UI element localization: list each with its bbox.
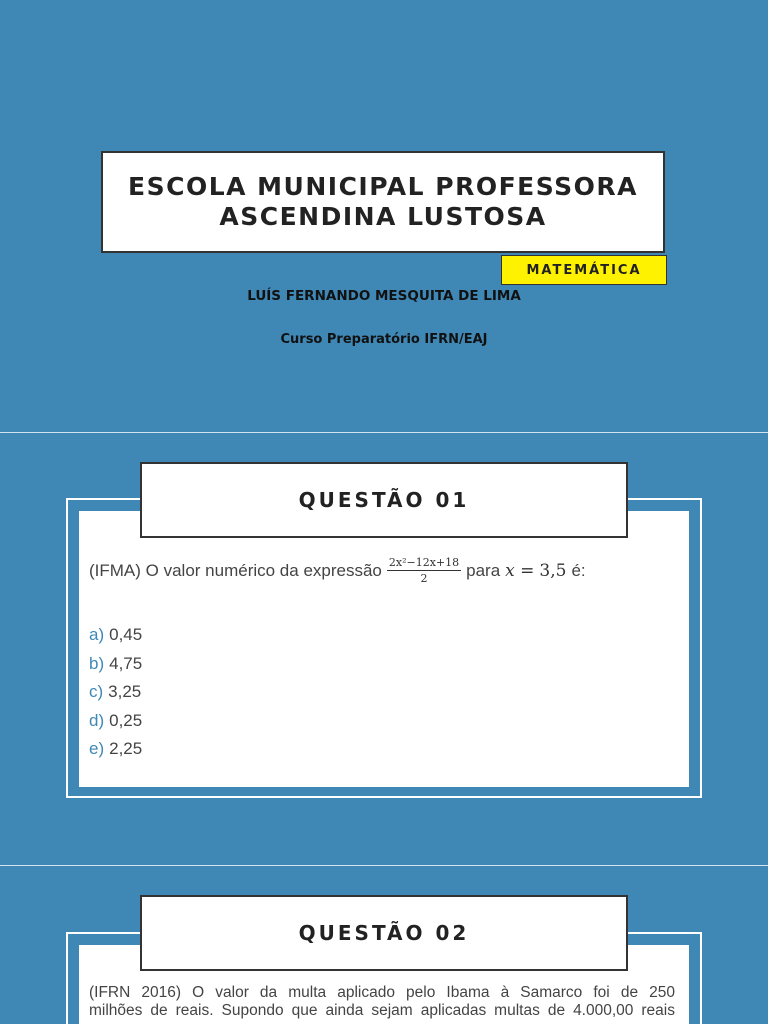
statement-line: (IFRN 2016) O valor da multa aplicado pelo Ibama à Samarco foi de 250 xyxy=(89,984,675,1001)
variable-x: x = xyxy=(505,560,535,581)
course-name: Curso Preparatório IFRN/EAJ xyxy=(280,332,488,347)
option-letter: d) xyxy=(89,710,105,730)
option-text: 3,25 xyxy=(108,682,142,702)
question-02-slide xyxy=(0,866,768,1024)
question-card xyxy=(79,511,689,787)
subject-badge: MATEMÁTICA xyxy=(501,255,667,285)
question-01-slide xyxy=(0,433,768,865)
fraction-numerator: 2x²−12x+18 xyxy=(388,556,460,569)
option-a[interactable] xyxy=(89,621,142,650)
option-letter: a) xyxy=(89,625,105,644)
question-02-statement xyxy=(89,984,675,1020)
option-d[interactable] xyxy=(89,707,142,736)
statement-suffix: é: xyxy=(571,560,586,580)
option-text: 0,25 xyxy=(109,710,143,730)
answer-options xyxy=(89,621,142,764)
school-title-line-1: ESCOLA MUNICIPAL PROFESSORA xyxy=(128,172,638,201)
option-c[interactable] xyxy=(89,678,142,707)
option-text: 0,45 xyxy=(109,625,143,644)
question-02-header: QUESTÃO 02 xyxy=(140,895,628,971)
fraction-denominator: 2 xyxy=(420,572,428,585)
title-box xyxy=(101,151,665,253)
statement-prefix: (IFMA) O valor numérico da expressão xyxy=(89,560,382,580)
option-text: 2,25 xyxy=(109,739,143,759)
variable-value: 3,5 xyxy=(539,560,567,581)
option-letter: c) xyxy=(89,682,104,702)
school-title-line-2: ASCENDINA LUSTOSA xyxy=(219,202,547,231)
expression-fraction xyxy=(387,556,461,585)
option-text: 4,75 xyxy=(109,653,143,673)
question-01-statement xyxy=(89,556,679,585)
statement-middle: para xyxy=(466,560,501,580)
statement-line: milhões de reais. Supondo que ainda sejam aplicadas multas de 4.000,00 reais xyxy=(89,1002,675,1019)
option-letter: e) xyxy=(89,739,105,759)
option-b[interactable] xyxy=(89,650,142,679)
question-01-header: QUESTÃO 01 xyxy=(140,462,628,538)
option-e[interactable] xyxy=(89,735,142,764)
author-name: LUÍS FERNANDO MESQUITA DE LIMA xyxy=(247,288,521,304)
cover-slide xyxy=(0,0,768,432)
option-letter: b) xyxy=(89,653,105,673)
